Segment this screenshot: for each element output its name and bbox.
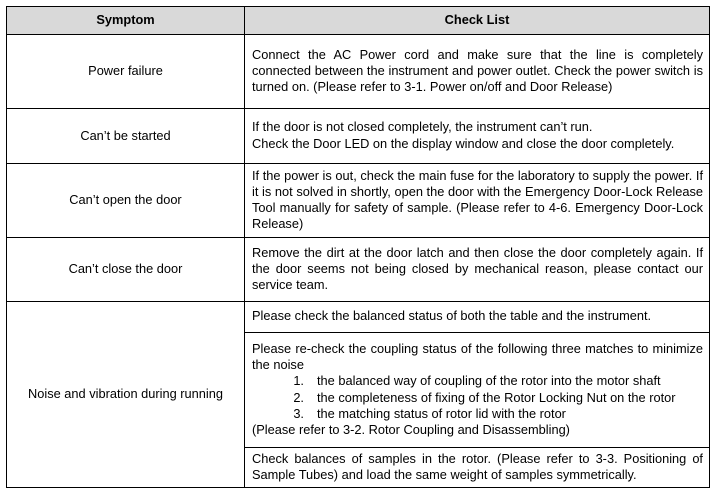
checklist-cell: [245, 109, 710, 164]
list-item-text: the balanced way of coupling of the rotor into the motor shaft: [317, 373, 661, 389]
symptom-cell: Power failure: [7, 35, 245, 109]
list-item: [252, 390, 703, 406]
checklist-reference: (Please refer to 3-2. Rotor Coupling and Disassembling): [252, 421, 570, 437]
checklist-cell: Check balances of samples in the rotor. (Please refer to 3-3. Positioning of Sample Tubes) and load the same weight of samples symmetrically.: [245, 448, 710, 488]
list-item-text: the completeness of fixing of the Rotor Locking Nut on the rotor: [317, 389, 676, 405]
checklist-intro: Please re-check the coupling status of the following three matches to minimize the noise: [252, 340, 703, 373]
table-row: [7, 35, 710, 109]
checklist-line: If the door is not closed completely, the instrument can’t run.: [252, 119, 593, 135]
table-row: [7, 164, 710, 238]
list-item: [252, 373, 703, 389]
symptom-cell: Can’t be started: [7, 109, 245, 164]
symptom-cell: Noise and vibration during running: [7, 302, 245, 488]
table-row: [7, 302, 710, 333]
symptom-cell: Can’t close the door: [7, 238, 245, 302]
list-item: [252, 406, 703, 422]
checklist-cell: [245, 333, 710, 448]
table-row: [7, 238, 710, 302]
checklist-line: Check the Door LED on the display window and close the door completely.: [252, 135, 675, 151]
table-row: [7, 109, 710, 164]
symptom-header: Symptom: [7, 7, 245, 35]
list-item-text: the matching status of rotor lid with the rotor: [317, 405, 566, 421]
list-item-number: 3.: [293, 405, 304, 421]
numbered-list: [252, 373, 703, 422]
checklist-header: Check List: [245, 7, 710, 35]
list-item-number: 1.: [293, 373, 304, 389]
checklist-cell: Connect the AC Power cord and make sure that the line is completely connected between the instrument and power outlet. Check the power switch is turned on. (Please refer to 3-1. Power on/off and Door Release): [245, 35, 710, 109]
checklist-cell: If the power is out, check the main fuse for the laboratory to supply the power. If it is not solved in shortly, open the door with the Emergency Door-Lock Release Tool manually for safety of sample. (Please refer to 4-6. Emergency Door-Lock Release): [245, 164, 710, 238]
header-row: [7, 7, 710, 35]
troubleshooting-table: [6, 6, 710, 488]
checklist-cell: Please check the balanced status of both the table and the instrument.: [245, 302, 710, 333]
list-item-number: 2.: [293, 389, 304, 405]
symptom-cell: Can’t open the door: [7, 164, 245, 238]
checklist-cell: Remove the dirt at the door latch and then close the door completely again. If the door seems not being closed by mechanical reason, please contact our service team.: [245, 238, 710, 302]
